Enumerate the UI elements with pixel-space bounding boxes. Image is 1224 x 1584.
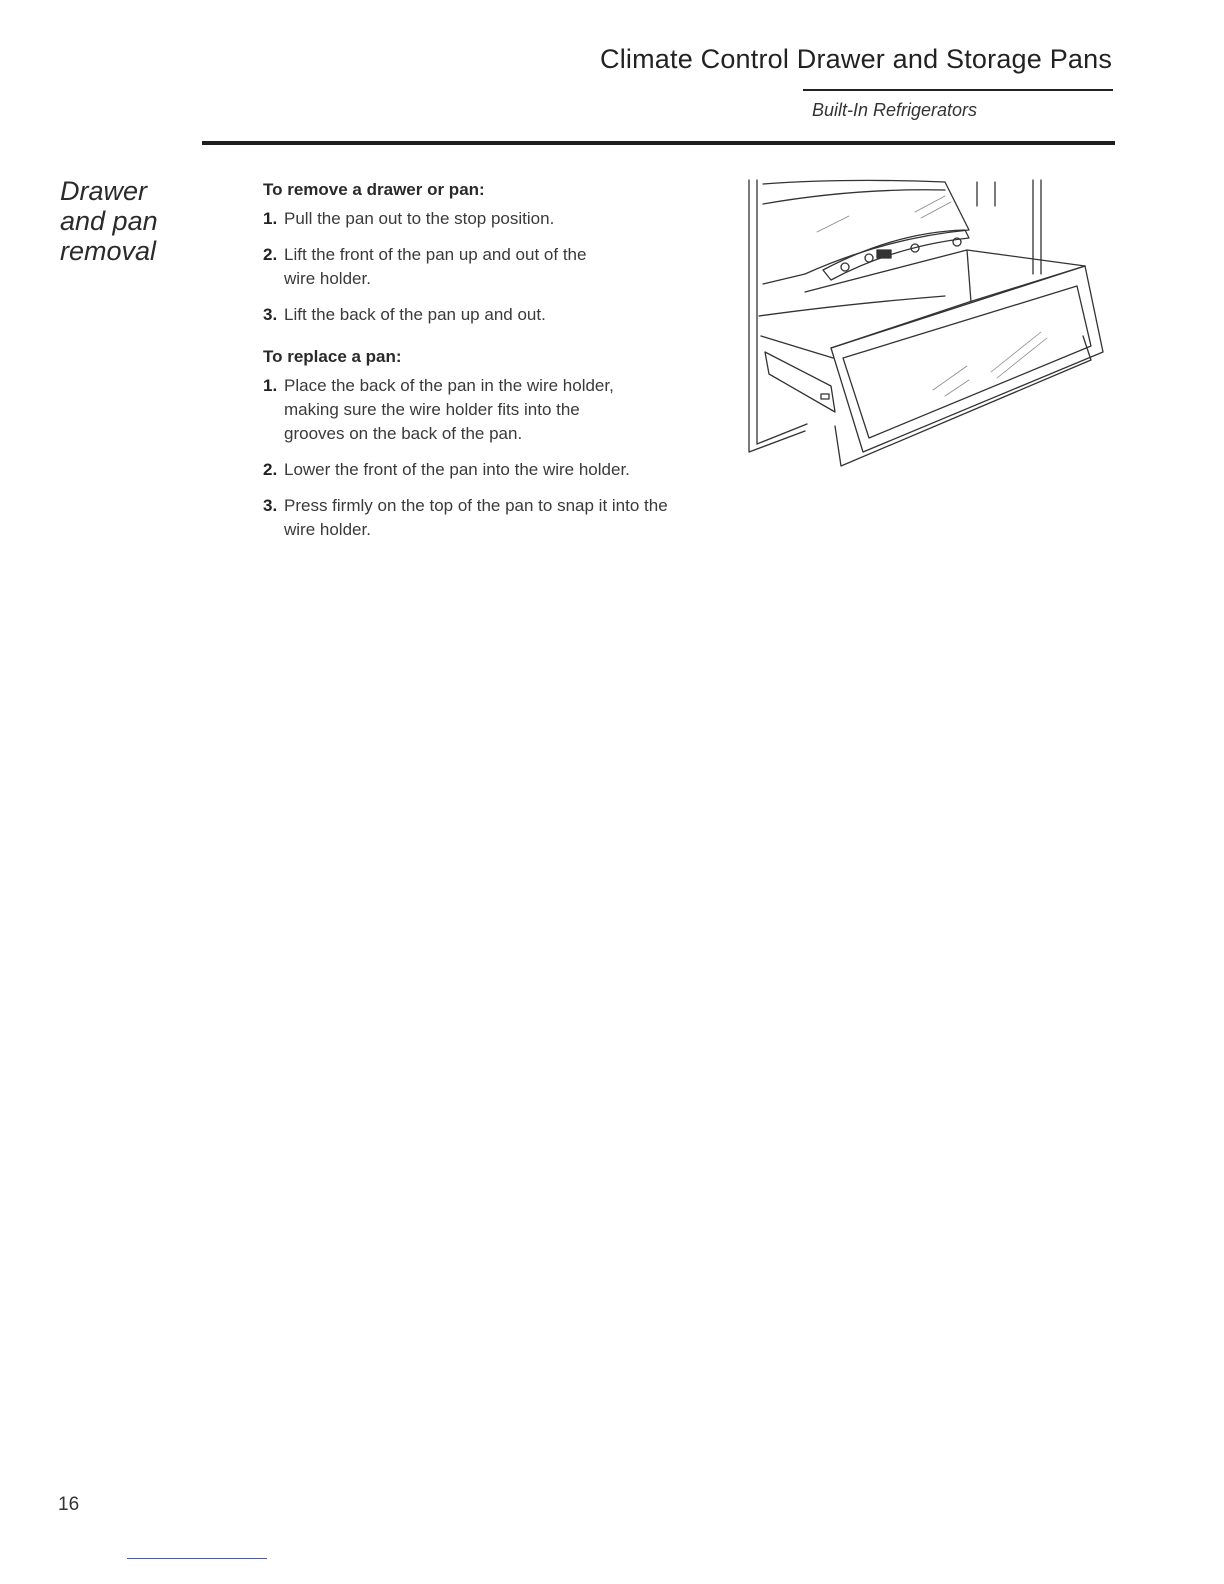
remove-instructions: [263, 178, 703, 327]
page-header-subtitle: Built-In Refrigerators: [811, 100, 977, 120]
pan-side: [967, 250, 971, 302]
instructions: [263, 178, 703, 554]
fridge-divider: [977, 182, 995, 206]
page-header-title: Climate Control Drawer and Storage Pans: [600, 44, 1113, 74]
replace-instructions: [263, 345, 703, 542]
footer-link-underline: [127, 1558, 267, 1559]
step-number: 3.: [263, 496, 278, 515]
control-display: [877, 250, 891, 258]
drawer-slide: [765, 352, 835, 412]
glare: [933, 366, 969, 396]
step-text: Press firmly on the top of the pan to snap it into the wire holder.: [284, 496, 668, 539]
step-text: Lift the back of the pan up and out.: [284, 305, 546, 324]
upper-drawer-edge: [763, 190, 945, 204]
remove-steps: [263, 207, 703, 327]
step-number: 2.: [263, 245, 278, 264]
step-text: Pull the pan out to the stop position.: [284, 209, 555, 228]
section-heading-line: Drawer: [60, 176, 148, 206]
drawer-removal-illustration: [745, 176, 1115, 476]
fridge-left-wall-inner: [757, 180, 807, 444]
control-button: [865, 254, 873, 262]
list-item: [263, 303, 703, 327]
wire-holder: [835, 336, 1091, 466]
list-item: [263, 374, 629, 446]
section-heading-line: and pan: [60, 206, 158, 236]
page-number: 16: [58, 1494, 80, 1515]
step-text: Place the back of the pan in the wire holder, making sure the wire holder fits into the grooves on the back of the pan.: [284, 376, 614, 443]
step-text: Lower the front of the pan into the wire holder.: [284, 460, 630, 479]
header-divider-short: [803, 89, 1113, 91]
shelf-line: [761, 336, 833, 358]
step-number: 1.: [263, 209, 278, 228]
header-divider-long: [202, 141, 1115, 145]
glare: [817, 196, 951, 232]
list-item: [263, 243, 614, 291]
list-item: [263, 494, 674, 542]
pan-front-inner: [843, 286, 1091, 438]
section-heading-line: removal: [60, 236, 157, 266]
control-button: [841, 263, 849, 271]
step-text: Lift the front of the pan up and out of the wire holder.: [284, 245, 587, 288]
list-item: [263, 207, 703, 231]
replace-steps: [263, 374, 703, 542]
shelf-line: [759, 296, 945, 316]
slide-pin: [821, 394, 829, 399]
step-number: 3.: [263, 305, 278, 324]
replace-subheading: To replace a pan:: [263, 347, 402, 366]
step-number: 1.: [263, 376, 278, 395]
list-item: [263, 458, 703, 482]
remove-subheading: To remove a drawer or pan:: [263, 180, 485, 199]
pan-front: [831, 266, 1103, 452]
step-number: 2.: [263, 460, 278, 479]
section-heading: [60, 176, 210, 266]
glare: [991, 332, 1047, 378]
